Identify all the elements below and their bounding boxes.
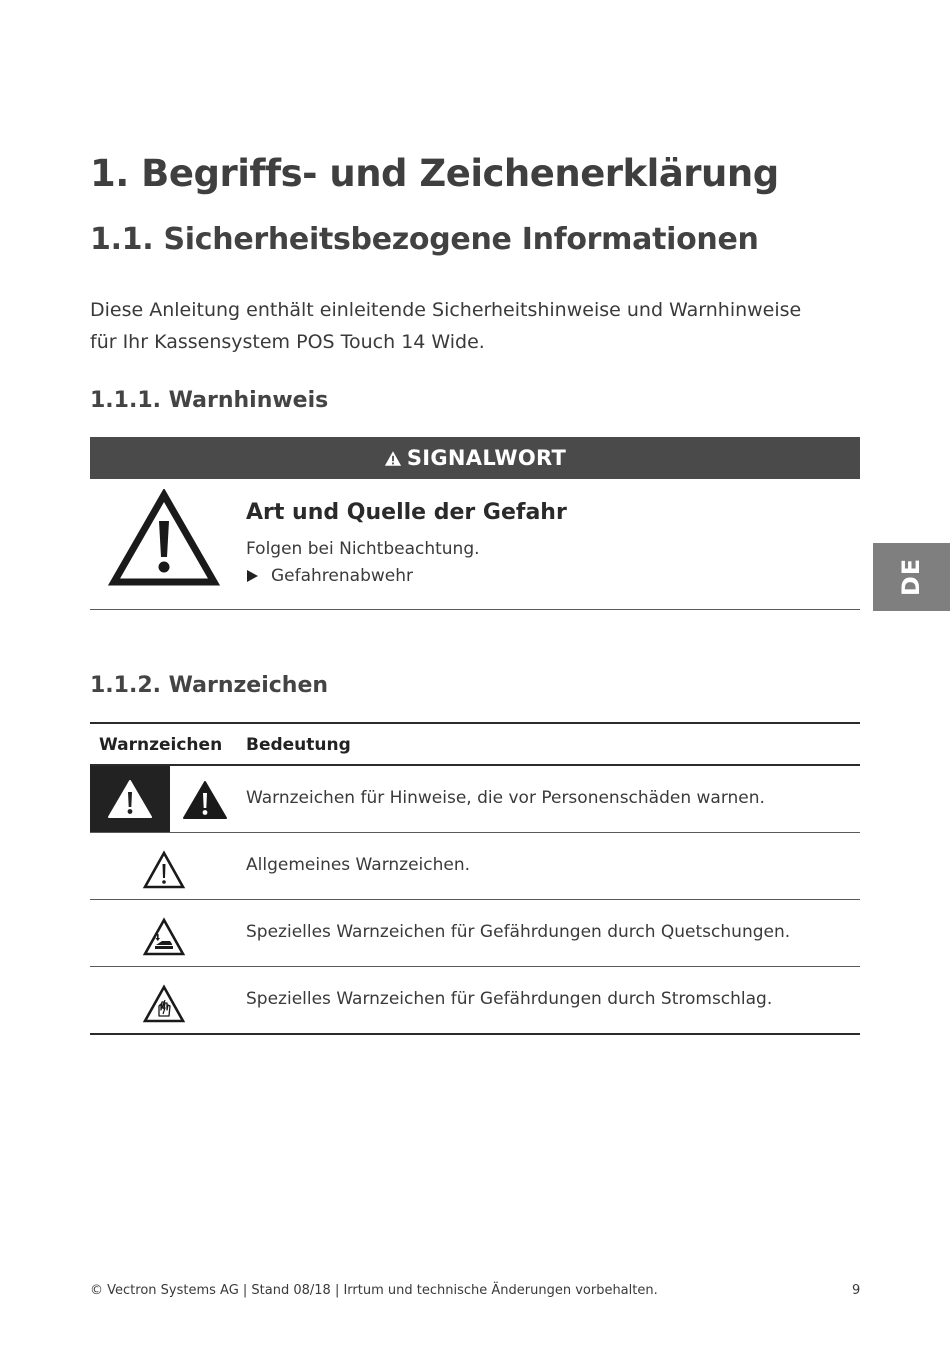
signal-word: SIGNALWORT [406,446,567,470]
intro-paragraph: Diese Anleitung enthält einleitende Sicherheitshinweise und Warnhinweise für Ihr Kassensystem POS Touch 14 Wide. [90,299,802,353]
sign-cell-inverted [90,766,170,832]
warning-triangle-filled-white-icon [107,779,153,819]
subsection-heading-warnzeichen: 1.1.2. Warnzeichen [90,673,329,698]
table-header-row [90,722,860,766]
warning-box-divider [90,609,860,610]
warning-signs-table [90,722,860,1035]
sign-description: Warnzeichen für Hinweise, die vor Personenschäden warnen. [246,788,765,808]
table-row [90,900,860,967]
table-row [90,833,860,900]
electric-shock-icon [142,984,186,1024]
sign-description: Allgemeines Warnzeichen. [246,855,471,875]
page-heading: 1. Begriffs- und Zeichenerklärung [90,152,779,195]
warning-triangle-filled-icon [182,780,228,820]
column-header-sign: Warnzeichen [99,735,223,755]
table-row [90,967,860,1035]
subsection-heading-warnhinweis: 1.1.1. Warnhinweis [90,388,329,413]
hazard-title: Art und Quelle der Gefahr [246,500,567,525]
language-tab [873,543,950,611]
warning-triangle-large-icon [108,489,220,587]
section-heading: 1.1. Sicherheitsbezogene Informationen [90,222,759,257]
page-number: 9 [852,1283,861,1298]
play-triangle-icon [246,569,259,583]
signal-word-bar [90,437,860,479]
hazard-consequence: Folgen bei Nichtbeachtung. [246,539,480,559]
hazard-action [246,566,413,586]
column-header-meaning: Bedeutung [246,735,351,755]
footer-text: © Vectron Systems AG | Stand 08/18 | Irrtum und technische Änderungen vorbehalten. [90,1283,658,1298]
crush-hazard-icon [142,917,186,957]
general-warning-icon [142,850,186,890]
language-tab-label: DE [897,557,926,597]
hazard-action-text: Gefahrenabwehr [271,566,413,586]
sign-description: Spezielles Warnzeichen für Gefährdungen durch Stromschlag. [246,989,773,1009]
warning-triangle-small-icon [384,450,402,467]
table-row [90,766,860,833]
sign-description: Spezielles Warnzeichen für Gefährdungen durch Quetschungen. [246,922,791,942]
